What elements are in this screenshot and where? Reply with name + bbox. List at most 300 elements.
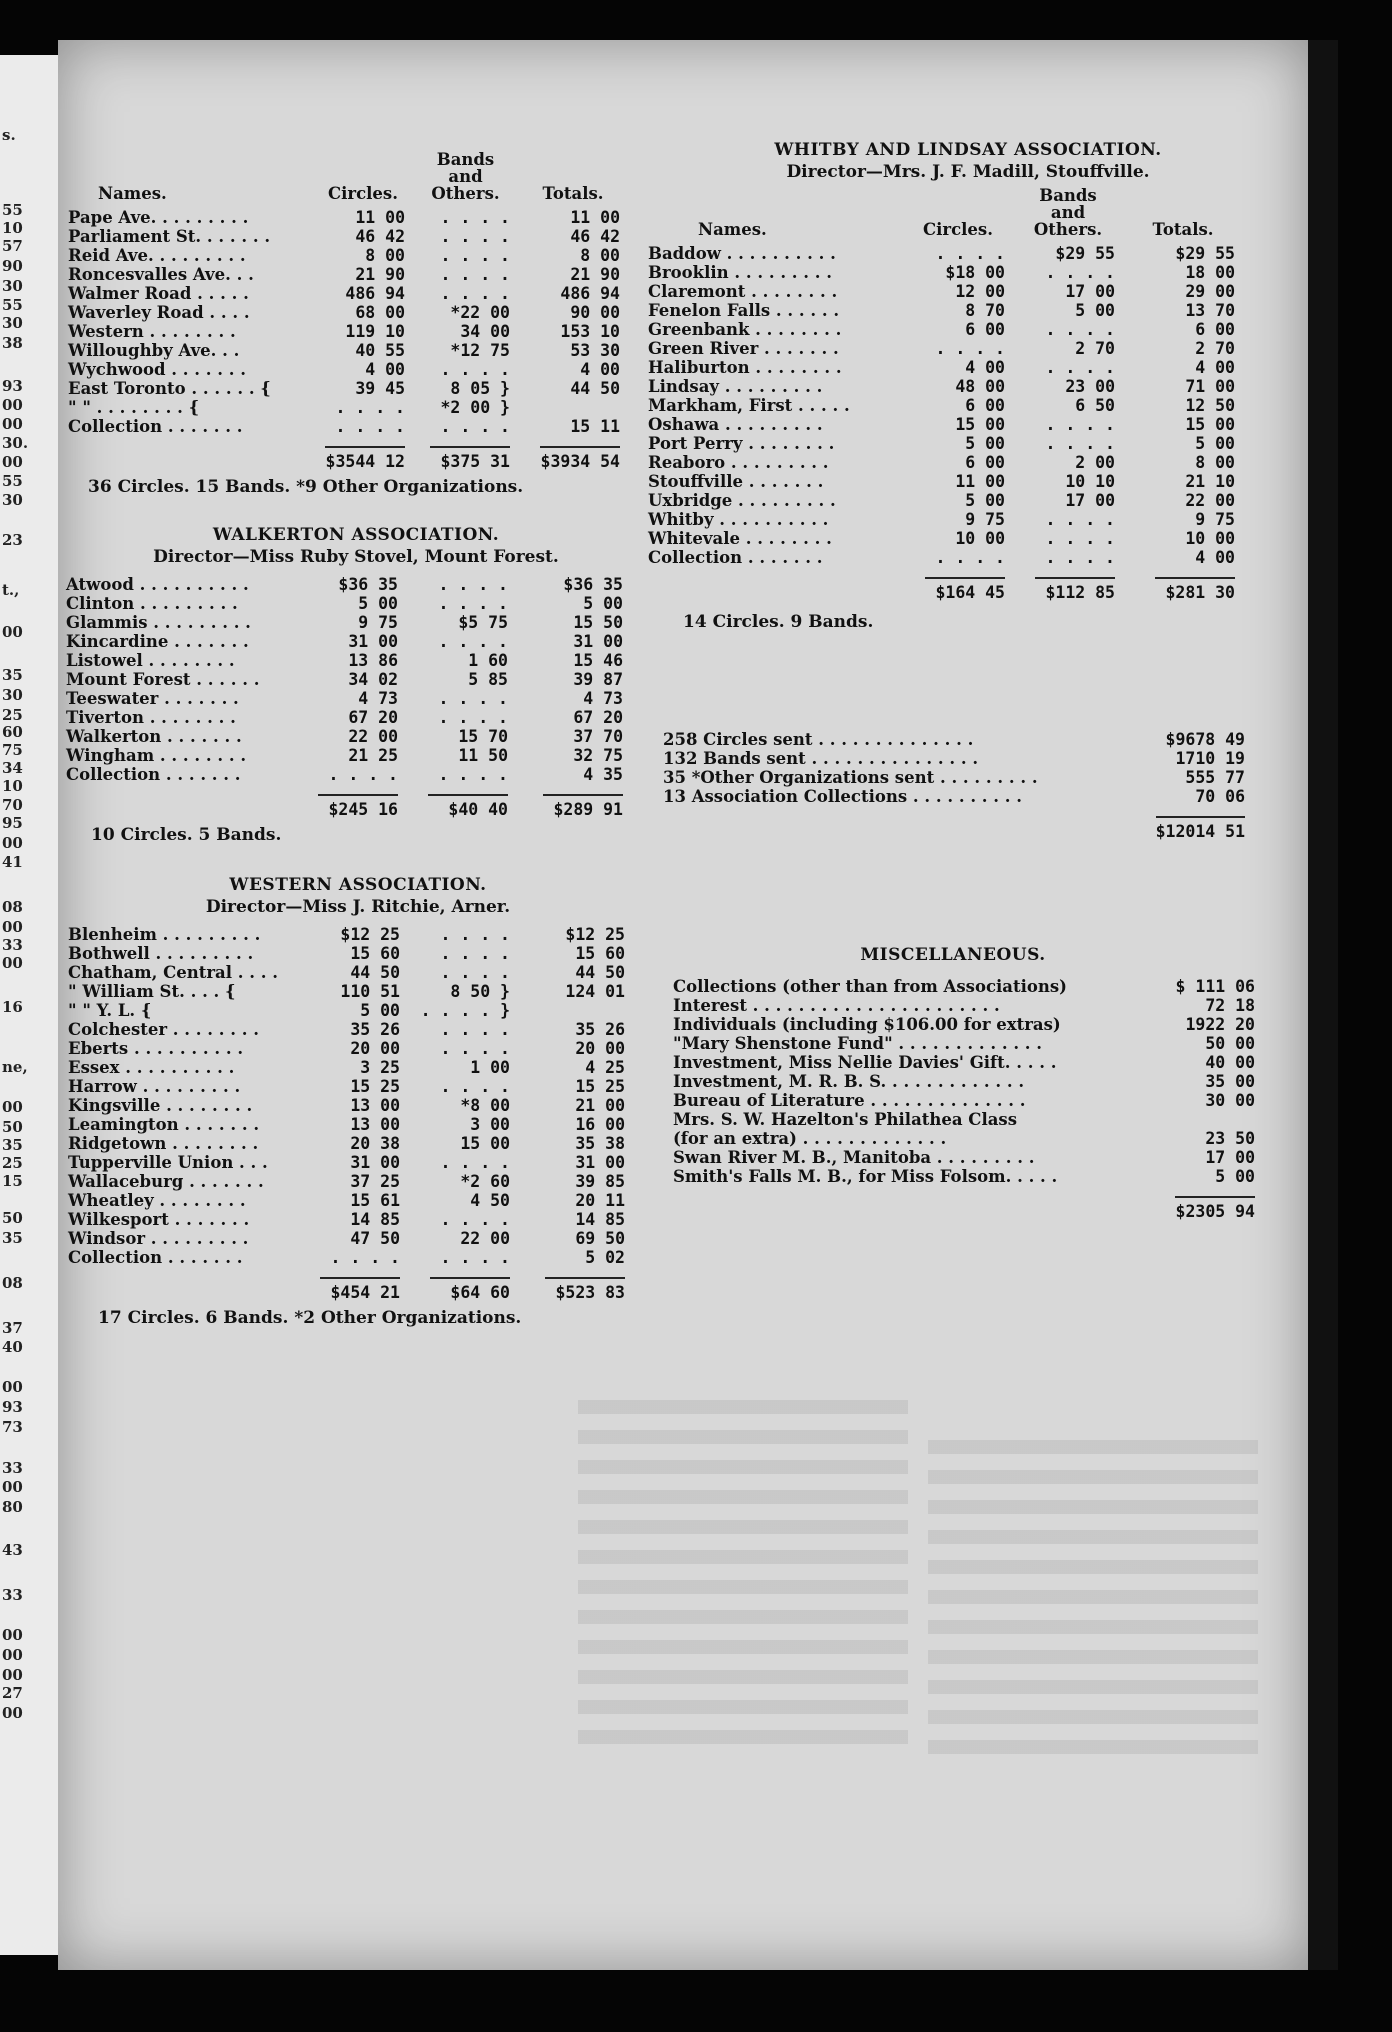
row-name: Ridgetown . . . . . . . . [68, 1134, 259, 1153]
col-header-totals: Totals. [1152, 220, 1214, 239]
row-totals: 35 38 [575, 1134, 625, 1153]
table-row [66, 708, 631, 727]
row-circles: 486 94 [345, 284, 405, 303]
row-circles: 68 00 [355, 303, 405, 322]
row-bands: . . . . [1045, 320, 1115, 339]
row-totals: 5 02 [585, 1248, 625, 1267]
row-name: " " . . . . . . . . { [68, 398, 200, 417]
row-name: Essex . . . . . . . . . . [68, 1058, 235, 1077]
row-bands: *22 00 [450, 303, 510, 322]
row-bands: . . . . [440, 284, 510, 303]
total-circles-cell [308, 1267, 408, 1302]
total-spacer [673, 1186, 1128, 1221]
row-circles: 15 00 [955, 415, 1005, 434]
table-row [648, 320, 1243, 339]
row-circles: . . . . [335, 398, 405, 417]
row-totals: 22 00 [1185, 491, 1235, 510]
table-row [648, 396, 1243, 415]
row-name: Baddow . . . . . . . . . . [648, 244, 836, 263]
row-totals: 4 00 [1195, 548, 1235, 567]
row-circles: 15 61 [350, 1191, 400, 1210]
summary-label: 35 *Other Organizations sent . . . . . . . . . [663, 768, 1038, 787]
row-bands: 2 00 [1075, 453, 1115, 472]
row-totals: 31 00 [573, 632, 623, 651]
row-bands: . . . . [440, 227, 510, 246]
margin-fragment: 27 [2, 1684, 23, 1702]
row-bands: 10 10 [1065, 472, 1115, 491]
row-bands: . . . . [440, 1248, 510, 1267]
row-totals: $29 55 [1175, 244, 1235, 263]
total-row [68, 436, 628, 471]
row-name: Eberts . . . . . . . . . . [68, 1039, 244, 1058]
row-bands: 1 00 [470, 1058, 510, 1077]
row-circles: 8 70 [965, 301, 1005, 320]
row-totals: 67 20 [573, 708, 623, 727]
row-bands: 11 50 [458, 746, 508, 765]
row-circles: . . . . [935, 339, 1005, 358]
summary-label: 132 Bands sent . . . . . . . . . . . . . . . [663, 749, 979, 768]
row-name: Parliament St. . . . . . . [68, 227, 271, 246]
misc-label: Bureau of Literature . . . . . . . . . . . . . . [673, 1091, 1026, 1110]
table-row [68, 284, 628, 303]
table-row [68, 227, 628, 246]
row-totals: 13 70 [1185, 301, 1235, 320]
row-bands: . . . . [438, 708, 508, 727]
row-name: Stouffville . . . . . . . [648, 472, 824, 491]
row-circles: 67 20 [348, 708, 398, 727]
row-name: Wheatley . . . . . . . . [68, 1191, 246, 1210]
margin-fragment: 00 [2, 1646, 23, 1664]
row-circles: 14 85 [350, 1210, 400, 1229]
table-row [68, 963, 633, 982]
margin-fragment: 00 [2, 623, 23, 641]
margin-fragment: 93 [2, 377, 23, 395]
total-circles: $3544 12 [325, 446, 405, 471]
row-bands: . . . . [1045, 415, 1115, 434]
table-row [648, 415, 1243, 434]
table-row [648, 263, 1243, 282]
row-circles: 46 42 [355, 227, 405, 246]
row-name: " William St. . . . { [68, 982, 236, 1001]
western-block [68, 875, 648, 1328]
row-bands: 1 60 [468, 651, 508, 670]
western-title: WESTERN ASSOCIATION. [229, 875, 487, 895]
misc-label: Swan River M. B., Manitoba . . . . . . . . . [673, 1148, 1035, 1167]
row-bands: . . . . [440, 1153, 510, 1172]
misc-row [673, 1110, 1263, 1129]
row-totals: 153 10 [560, 322, 620, 341]
row-circles: 37 25 [350, 1172, 400, 1191]
row-totals: 2 70 [1195, 339, 1235, 358]
row-totals: $36 35 [563, 575, 623, 594]
row-totals: 8 00 [1195, 453, 1235, 472]
table-row [68, 303, 628, 322]
row-circles: 44 50 [350, 963, 400, 982]
row-circles: 34 02 [348, 670, 398, 689]
table-row [68, 1191, 633, 1210]
row-name: Collection . . . . . . . [66, 765, 241, 784]
whitby-summary: 14 Circles. 9 Bands. [683, 612, 874, 632]
margin-fragment: 00 [2, 396, 23, 414]
margin-fragment: 25 [2, 706, 23, 724]
total-bands-cell [413, 436, 518, 471]
margin-fragment: 25 [2, 1154, 23, 1172]
row-totals: 11 00 [570, 208, 620, 227]
row-name: Claremont . . . . . . . . [648, 282, 838, 301]
row-circles: $12 25 [340, 925, 400, 944]
row-circles: 48 00 [955, 377, 1005, 396]
table-row [68, 1248, 633, 1267]
row-bands: $5 75 [458, 613, 508, 632]
summary-label: 258 Circles sent . . . . . . . . . . . . . . [663, 730, 974, 749]
margin-fragment: 00 [2, 918, 23, 936]
margin-fragment: 30 [2, 314, 23, 332]
row-bands: 15 70 [458, 727, 508, 746]
misc-row [673, 1167, 1263, 1186]
misc-amount: 23 50 [1205, 1129, 1255, 1148]
row-bands: 17 00 [1065, 282, 1115, 301]
table-row [66, 689, 631, 708]
row-circles: 40 55 [355, 341, 405, 360]
margin-fragment: 55 [2, 472, 23, 490]
row-totals: 71 00 [1185, 377, 1235, 396]
row-totals: 5 00 [583, 594, 623, 613]
row-circles: 15 25 [350, 1077, 400, 1096]
total-circles: $454 21 [320, 1277, 400, 1302]
row-circles: 21 90 [355, 265, 405, 284]
misc-row [673, 1148, 1263, 1167]
row-name: Port Perry . . . . . . . . [648, 434, 835, 453]
row-totals: 4 73 [583, 689, 623, 708]
row-totals: 21 10 [1185, 472, 1235, 491]
previous-page-edge [0, 55, 60, 1955]
toronto-table-block [68, 150, 638, 497]
row-name: Pape Ave. . . . . . . . . [68, 208, 249, 227]
table-row [68, 341, 628, 360]
col-header-bands: Bands and Others. [431, 150, 500, 203]
total-bands-cell [406, 784, 516, 819]
total-circles: $164 45 [925, 577, 1005, 602]
row-name: Collection . . . . . . . [648, 548, 823, 567]
row-name: Uxbridge . . . . . . . . . [648, 491, 836, 510]
total-row [68, 1267, 633, 1302]
margin-fragment: 00 [2, 954, 23, 972]
whitby-block [648, 140, 1288, 632]
row-circles: . . . . [935, 244, 1005, 263]
row-totals: 9 75 [1195, 510, 1235, 529]
row-totals: 15 50 [573, 613, 623, 632]
toronto-table [68, 150, 628, 471]
row-name: Colchester . . . . . . . . [68, 1020, 259, 1039]
table-row [648, 529, 1243, 548]
row-totals: 14 85 [575, 1210, 625, 1229]
margin-fragment: 16 [2, 998, 23, 1016]
margin-fragment: 30 [2, 491, 23, 509]
margin-fragment: 93 [2, 1398, 23, 1416]
table-row [66, 575, 631, 594]
row-bands: 23 00 [1065, 377, 1115, 396]
row-totals: 21 00 [575, 1096, 625, 1115]
table-row [68, 1001, 633, 1020]
margin-fragment: 33 [2, 1459, 23, 1477]
row-name: Glammis . . . . . . . . . [66, 613, 251, 632]
misc-row [673, 1034, 1263, 1053]
whitby-title: WHITBY AND LINDSAY ASSOCIATION. [774, 140, 1162, 160]
row-name: Greenbank . . . . . . . . [648, 320, 842, 339]
margin-fragment: 75 [2, 741, 23, 759]
misc-amount: 35 00 [1205, 1072, 1255, 1091]
row-totals: 16 00 [575, 1115, 625, 1134]
margin-fragment: 00 [2, 1666, 23, 1684]
row-name: Fenelon Falls . . . . . . [648, 301, 840, 320]
row-circles: 39 45 [355, 379, 405, 398]
row-name: Collection . . . . . . . [68, 417, 243, 436]
row-bands: . . . . [1045, 434, 1115, 453]
row-bands: . . . . [440, 963, 510, 982]
page-binding-edge [1308, 40, 1338, 1970]
summary-row [663, 730, 1253, 749]
row-bands: 34 00 [460, 322, 510, 341]
total-bands: $40 40 [428, 794, 508, 819]
row-bands: 5 00 [1075, 301, 1115, 320]
table-row [68, 1153, 633, 1172]
total-totals: $289 91 [543, 794, 623, 819]
misc-amount: 17 00 [1205, 1148, 1255, 1167]
row-name: Teeswater . . . . . . . [66, 689, 239, 708]
summary-total: $12014 51 [1156, 816, 1245, 841]
table-row [66, 670, 631, 689]
total-totals-cell [518, 436, 628, 471]
margin-fragment: s. [2, 126, 16, 144]
margin-fragment: 00 [2, 1704, 23, 1722]
table-row [66, 765, 631, 784]
misc-amount: 30 00 [1205, 1091, 1255, 1110]
row-bands: . . . . [1045, 263, 1115, 282]
misc-amount: 5 00 [1215, 1167, 1255, 1186]
misc-label: Interest . . . . . . . . . . . . . . . . . . . . . . [673, 996, 1000, 1015]
row-totals: 35 26 [575, 1020, 625, 1039]
table-row [68, 1020, 633, 1039]
row-circles: 22 00 [348, 727, 398, 746]
row-circles: 4 00 [965, 358, 1005, 377]
row-circles: . . . . [330, 1248, 400, 1267]
grand-summary-block [663, 730, 1303, 841]
row-totals: 44 50 [570, 379, 620, 398]
row-bands: 17 00 [1065, 491, 1115, 510]
table-row [68, 379, 628, 398]
misc-amount: 72 18 [1205, 996, 1255, 1015]
row-bands: . . . . [438, 689, 508, 708]
margin-fragment: 00 [2, 1098, 23, 1116]
summary-row [663, 749, 1253, 768]
row-bands: . . . . [440, 925, 510, 944]
row-name: East Toronto . . . . . . { [68, 379, 271, 398]
total-circles-cell [313, 436, 413, 471]
miscellaneous-table [673, 977, 1263, 1221]
row-circles: 4 00 [365, 360, 405, 379]
row-name: Lindsay . . . . . . . . . [648, 377, 823, 396]
misc-row [673, 1129, 1263, 1148]
total-circles-cell [301, 784, 406, 819]
table-row [68, 265, 628, 284]
row-name: Reid Ave. . . . . . . . . [68, 246, 246, 265]
total-bands: $112 85 [1035, 577, 1115, 602]
row-circles: 11 00 [355, 208, 405, 227]
table-row [66, 594, 631, 613]
total-totals-cell [516, 784, 631, 819]
table-row [648, 301, 1243, 320]
western-table [68, 925, 633, 1302]
row-circles: 4 73 [358, 689, 398, 708]
row-bands: . . . . [440, 1039, 510, 1058]
row-totals: 15 60 [575, 944, 625, 963]
row-circles: 13 86 [348, 651, 398, 670]
row-name: Brooklin . . . . . . . . . [648, 263, 833, 282]
row-circles: . . . . [335, 417, 405, 436]
margin-fragment: 08 [2, 1274, 23, 1292]
row-totals: 29 00 [1185, 282, 1235, 301]
row-name: Whitby . . . . . . . . . . [648, 510, 829, 529]
row-circles: $36 35 [338, 575, 398, 594]
total-spacer [66, 784, 301, 819]
row-circles: 31 00 [350, 1153, 400, 1172]
row-totals: 4 00 [580, 360, 620, 379]
miscellaneous-title: MISCELLANEOUS. [860, 945, 1046, 965]
table-row [68, 1039, 633, 1058]
table-row [648, 472, 1243, 491]
margin-fragment: 55 [2, 201, 23, 219]
total-spacer [663, 806, 1118, 841]
row-totals: 53 30 [570, 341, 620, 360]
misc-label: Collections (other than from Associations) [673, 977, 1067, 996]
row-circles: . . . . [328, 765, 398, 784]
summary-amount: 70 06 [1195, 787, 1245, 806]
table-row [66, 632, 631, 651]
row-circles: 5 00 [965, 491, 1005, 510]
row-bands: . . . . [438, 575, 508, 594]
row-name: Markham, First . . . . . [648, 396, 850, 415]
margin-fragment: 41 [2, 853, 23, 871]
summary-row [663, 787, 1253, 806]
row-bands: 22 00 [460, 1229, 510, 1248]
total-row [66, 784, 631, 819]
table-row [68, 1210, 633, 1229]
col-header-totals: Totals. [542, 184, 604, 203]
row-bands: . . . . [440, 208, 510, 227]
row-bands: . . . . [440, 246, 510, 265]
total-totals: $523 83 [545, 1277, 625, 1302]
row-circles: 47 50 [350, 1229, 400, 1248]
table-row [66, 746, 631, 765]
total-bands-cell [1013, 567, 1123, 602]
row-circles: 15 60 [350, 944, 400, 963]
row-name: Clinton . . . . . . . . . [66, 594, 238, 613]
margin-fragment: 50 [2, 1209, 23, 1227]
row-bands: *2 00 } [440, 398, 510, 417]
margin-fragment: 35 [2, 1229, 23, 1247]
row-totals: 4 00 [1195, 358, 1235, 377]
margin-fragment: 38 [2, 334, 23, 352]
summary-amount: 555 77 [1185, 768, 1245, 787]
table-row [648, 434, 1243, 453]
row-circles: 9 75 [965, 510, 1005, 529]
margin-fragment: 40 [2, 1338, 23, 1356]
row-totals: 12 50 [1185, 396, 1235, 415]
margin-fragment: 30 [2, 686, 23, 704]
table-row [648, 358, 1243, 377]
row-totals: 124 01 [565, 982, 625, 1001]
row-name: Walmer Road . . . . . [68, 284, 249, 303]
total-totals-cell [518, 1267, 633, 1302]
row-totals: 69 50 [575, 1229, 625, 1248]
row-name: Western . . . . . . . . [68, 322, 236, 341]
row-totals: 6 00 [1195, 320, 1235, 339]
row-totals: 8 00 [580, 246, 620, 265]
row-totals: 20 11 [575, 1191, 625, 1210]
table-row [68, 1115, 633, 1134]
row-bands: 5 85 [468, 670, 508, 689]
row-name: Mount Forest . . . . . . [66, 670, 260, 689]
row-circles: 6 00 [965, 453, 1005, 472]
table-row [648, 510, 1243, 529]
misc-total-cell [1128, 1186, 1263, 1221]
misc-label: "Mary Shenstone Fund" . . . . . . . . . . . . . [673, 1034, 1043, 1053]
col-header-names: Names. [98, 184, 167, 203]
whitby-director: Director—Mrs. J. F. Madill, Stouffville. [786, 162, 1150, 182]
margin-fragment: ne, [2, 1058, 28, 1076]
row-name: Willoughby Ave. . . [68, 341, 240, 360]
misc-amount: 50 00 [1205, 1034, 1255, 1053]
row-bands: . . . . [440, 417, 510, 436]
margin-fragment: 50 [2, 1118, 23, 1136]
row-name: Roncesvalles Ave. . . [68, 265, 254, 284]
row-circles: 5 00 [358, 594, 398, 613]
row-circles: 9 75 [358, 613, 398, 632]
row-circles: $18 00 [945, 263, 1005, 282]
walkerton-block [66, 525, 646, 845]
margin-fragment: 55 [2, 296, 23, 314]
margin-fragment: 33 [2, 936, 23, 954]
margin-fragment: 90 [2, 257, 23, 275]
row-name: Wilkesport . . . . . . . [68, 1210, 250, 1229]
row-circles: 119 10 [345, 322, 405, 341]
row-bands: . . . . [440, 265, 510, 284]
row-totals: 32 75 [573, 746, 623, 765]
bleed-through-text [578, 1400, 908, 1760]
margin-fragment: 34 [2, 759, 23, 777]
misc-row [673, 996, 1263, 1015]
misc-amount: 40 00 [1205, 1053, 1255, 1072]
summary-total-cell [1118, 806, 1253, 841]
row-totals: 486 94 [560, 284, 620, 303]
margin-fragment: 08 [2, 898, 23, 916]
table-row [648, 548, 1243, 567]
row-name: Haliburton . . . . . . . . [648, 358, 842, 377]
row-name: Atwood . . . . . . . . . . [66, 575, 249, 594]
whitby-table [648, 186, 1243, 602]
total-circles-cell [903, 567, 1013, 602]
row-circles: 13 00 [350, 1096, 400, 1115]
row-bands: . . . . [440, 1077, 510, 1096]
row-totals: 90 00 [570, 303, 620, 322]
row-name: Leamington . . . . . . . [68, 1115, 260, 1134]
row-bands: . . . . [440, 1210, 510, 1229]
row-circles: 35 26 [350, 1020, 400, 1039]
table-row [68, 360, 628, 379]
table-row [68, 322, 628, 341]
margin-fragment: 10 [2, 777, 23, 795]
row-totals: 4 25 [585, 1058, 625, 1077]
